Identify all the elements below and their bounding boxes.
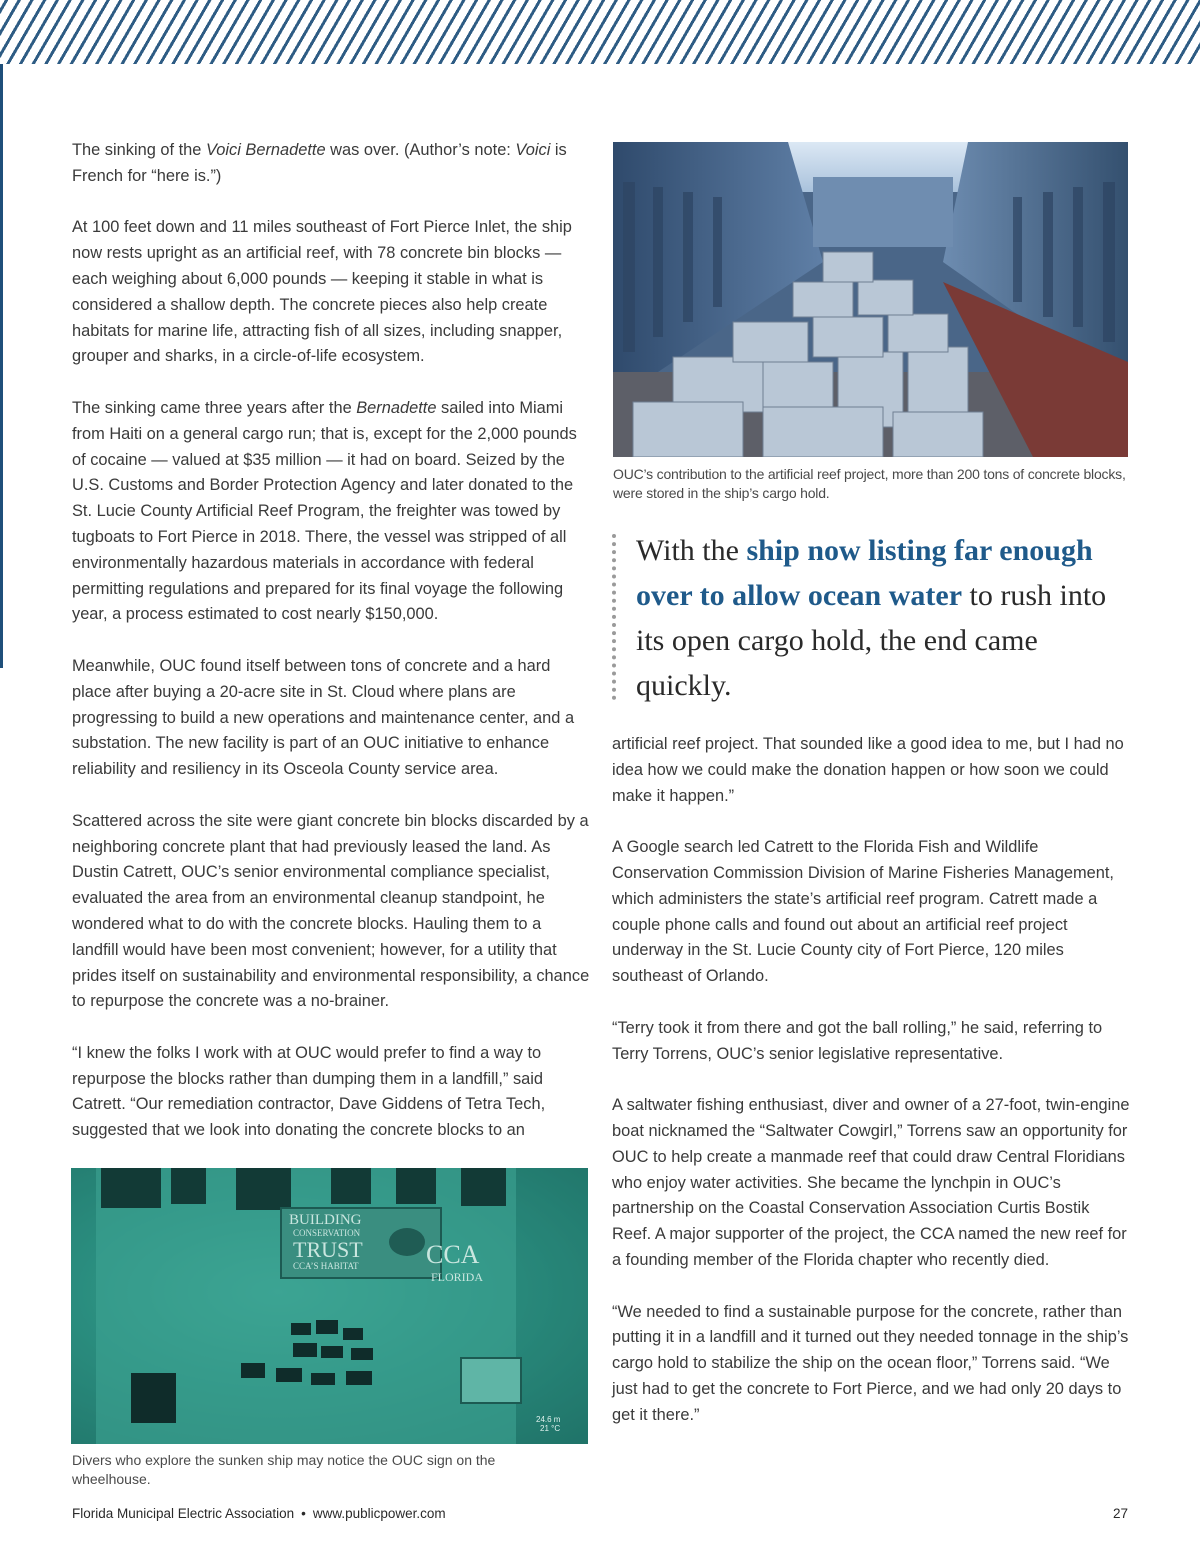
header-stripes [0, 0, 1200, 64]
paragraph-bernadette-history: The sinking came three years after the Bernadette sailed into Miami from Haiti on a general cargo run; that is, except for the 2,000 pounds of cocaine — valued at $35 million — it had on board. Seized by the U.S. Customs and Border Protection Agency and later donated to the St. Lucie County Artificial Reef Program, the freighter was towed by tugboats to Fort Pierce in 2018. There, the vessel was stripped of all environmentally hazardous materials in accordance with federal permitting regulations and prepared for its final voyage the following year, a process estimated to cost nearly $150,000. [72, 398, 577, 624]
sign-text-florida: FLORIDA [431, 1270, 484, 1284]
cargo-hold-illustration [613, 142, 1128, 457]
cargo-hold-photo [613, 142, 1128, 457]
right-column [612, 732, 1132, 1429]
paragraph-catrett-quote: “I knew the folks I work with at OUC would prefer to find a way to repurpose the blocks rather than dumping them in a landfill,” said Catrett. “Our remediation contractor, Dave Giddens of Tetra Tech, suggested that we look into donating the concrete blocks to an [72, 1043, 546, 1140]
sign-text-building: BUILDING [289, 1212, 362, 1228]
page-number: 27 [1112, 1506, 1128, 1521]
fish-logo [389, 1228, 425, 1256]
paragraph-torrens: A saltwater fishing enthusiast, diver and owner of a 27-foot, twin-engine boat nicknamed the “Saltwater Cowgirl,” Torrens saw an opportunity for OUC to help create a manmade reef that could draw Central Floridians who enjoy water activities. She became the lynchpin in OUC’s partnership on the Coastal Conservation Association Curtis Bostik Reef. A major supporter of the project, the CCA named the new reef for a founding member of the Florida chapter who recently died. [612, 1096, 1130, 1269]
sign-text-habitat: CCA’S HABITAT [293, 1261, 359, 1271]
paragraph-terry-took-it: “Terry took it from there and got the ball rolling,” he said, referring to Terry Torrens, OUC’s senior legislative representative. [612, 1018, 1103, 1063]
sign-text-trust: TRUST [293, 1237, 363, 1262]
cargo-photo-caption: OUC’s contribution to the artificial reef project, more than 200 tons of concrete blocks, were stored in the ship’s cargo hold. [613, 466, 1126, 501]
paragraph-google-search: A Google search led Catrett to the Florida Fish and Wildlife Conservation Commission Division of Marine Fisheries Management, which administers the state’s artificial reef program. Catrett made a couple phone calls and found out about an artificial reef project underway in the St. Lucie County city of Fort Pierce, 120 miles southeast of Orlando. [612, 838, 1114, 986]
paragraph-sustainable-purpose: “We needed to find a sustainable purpose for the concrete, rather than putting it in a landfill and it turned out they needed tonnage in the ship’s cargo hold to stabilize the ship on the ocean floor,” Torrens said. “We just had to get the concrete to Fort Pierce, and we had only 20 days to get it there.” [612, 1302, 1129, 1424]
sign-text-cca: CCA [426, 1240, 480, 1269]
pull-quote-text: With the ship now listing far enough over to allow ocean water to rush into its open cargo hold, the end came quickly. [636, 534, 1107, 702]
depth-readout: 24.6 m [536, 1415, 561, 1424]
footer-org: Florida Municipal Electric Association [72, 1506, 295, 1521]
footer-separator: • [301, 1506, 306, 1521]
wheelhouse-photo-caption: Divers who explore the sunken ship may notice the OUC sign on the wheelhouse. [72, 1452, 496, 1487]
footer-url[interactable]: www.publicpower.com [312, 1506, 446, 1521]
paragraph-reef-project-continued: artificial reef project. That sounded like a good idea to me, but I had no idea how we could make the donation happen or how soon we could make it happen.” [612, 735, 1124, 805]
wheelhouse-illustration [71, 1168, 588, 1444]
page-footer [72, 1506, 446, 1521]
pull-quote [612, 534, 1136, 700]
paragraph-sinking-over: The sinking of the Voici Bernadette was over. (Author’s note: Voici is French for “here is.”) [72, 141, 567, 185]
wheelhouse-photo [71, 1168, 588, 1444]
paragraph-st-cloud-site: Meanwhile, OUC found itself between tons of concrete and a hard place after buying a 20-acre site in St. Cloud where plans are progressing to build a new operations and maintenance center, and a substation. The new facility is part of an OUC initiative to enhance reliability and resiliency in its Osceola County service area. [72, 656, 575, 779]
temperature-readout: 21 °C [540, 1424, 561, 1433]
side-accent-rule [0, 64, 3, 668]
paragraph-artificial-reef: At 100 feet down and 11 miles southeast of Fort Pierce Inlet, the ship now rests upright as an artificial reef, with 78 concrete bin blocks — each weighing about 6,000 pounds — keeping it stable in what is considered a shallow depth. The concrete pieces also help create habitats for marine life, attracting fish of all sizes, including snapper, grouper and sharks, in a circle-of-life ecosystem. [72, 218, 572, 366]
pull-quote-highlight: ship now listing far enough over to allow ocean water [636, 534, 1093, 612]
paragraph-concrete-blocks: Scattered across the site were giant concrete bin blocks discarded by a neighboring concrete plant that had previously leased the land. As Dustin Catrett, OUC’s senior environmental compliance specialist, evaluated the area from an environmental cleanup standpoint, he wondered what to do with the concrete blocks. Hauling them to a landfill would have been most convenient; however, for a utility that prides itself on sustainability and environmental responsibility, a chance to repurpose the concrete was a no-brainer. [72, 811, 590, 1011]
sign-text-conservation: CONSERVATION [293, 1228, 361, 1238]
left-column [72, 138, 592, 1144]
